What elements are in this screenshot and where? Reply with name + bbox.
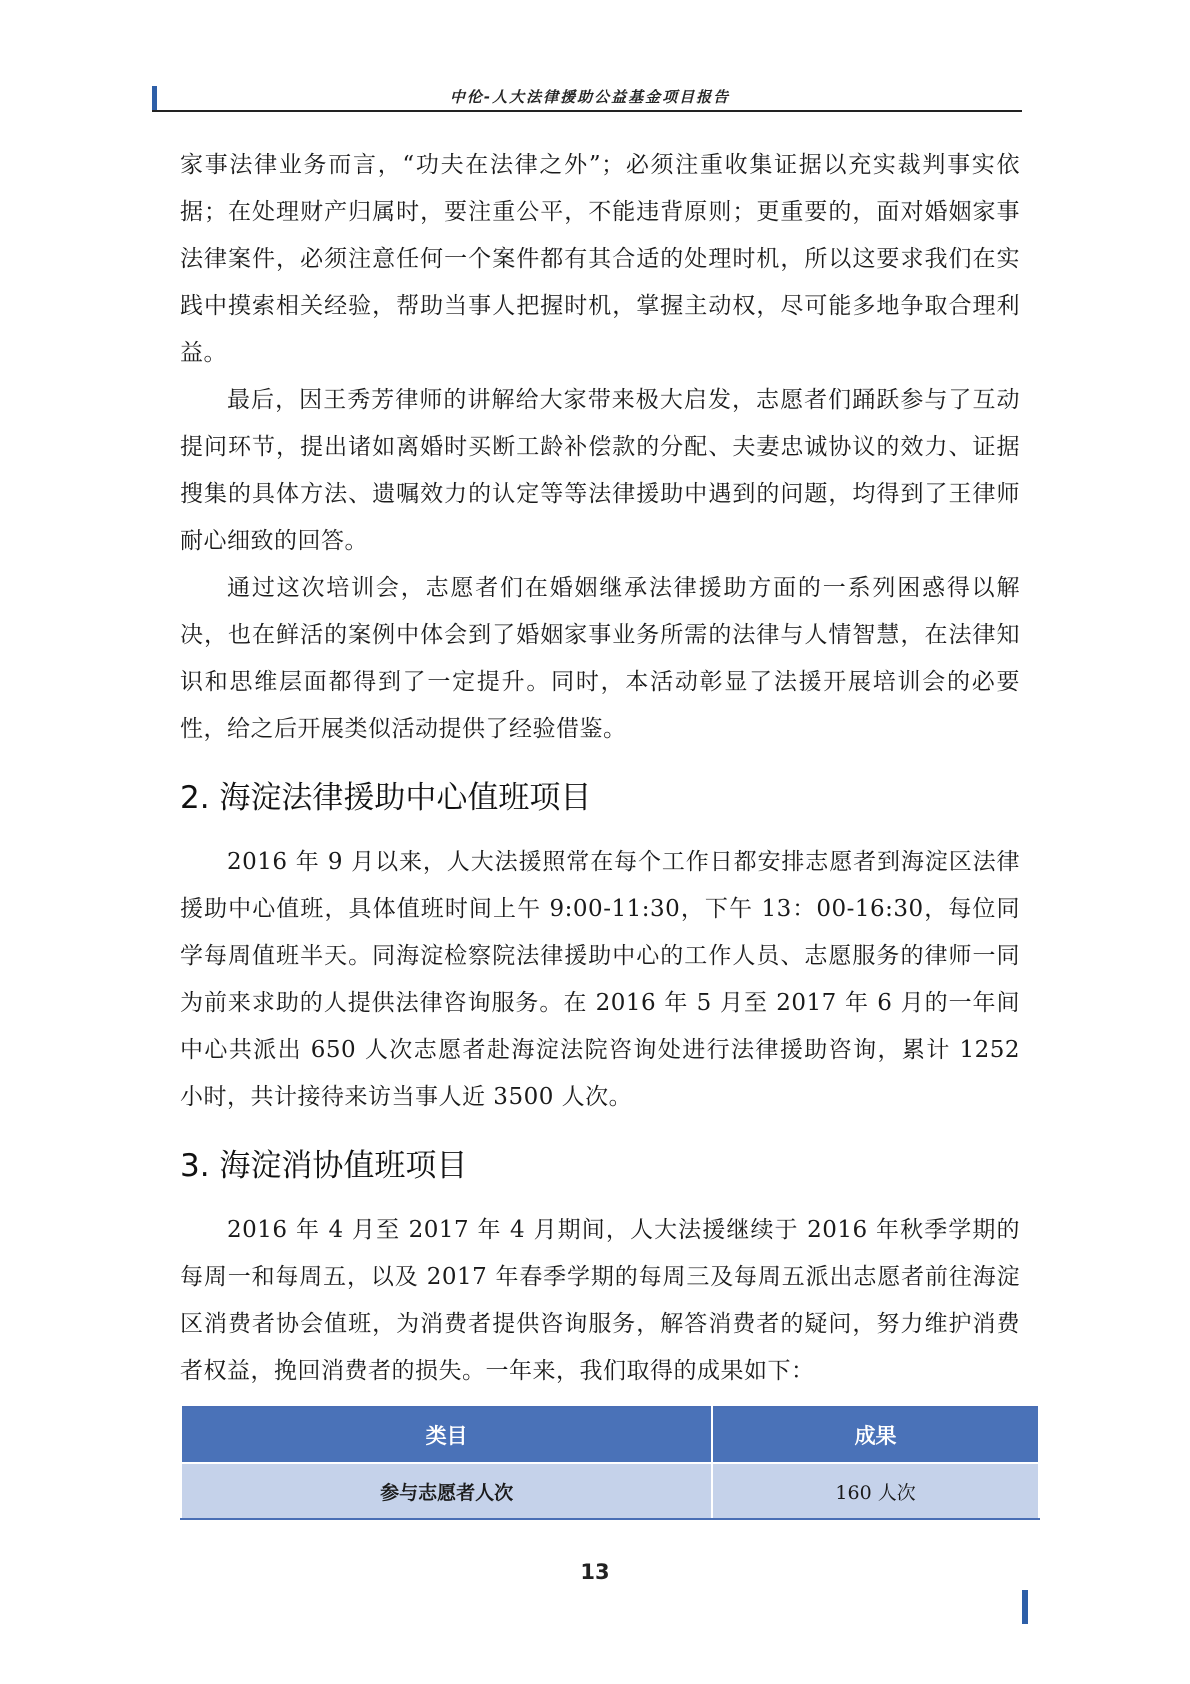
header-accent-bar [152,86,157,110]
paragraph-consumer-association: 2016 年 4 月至 2017 年 4 月期间，人大法援继续于 2016 年秋季学期的每周一和每周五，以及 2017 年春季学期的每周三及每周五派出志愿者前往海淀区消费者协会值班，为消费者提供咨询服务，解答消费者的疑问，努力维护消费者权益，挽回消费者的损失。一年来，我们取得的成果如下： [180,1217,1020,1384]
paragraph-haidian-legal-aid: 2016 年 9 月以来，人大法援照常在每个工作日都安排志愿者到海淀区法律援助中心值班，具体值班时间上午 9:00-11:30，下午 13：00-16:30，每位同学每周值班半天。同海淀检察院法律援助中心的工作人员、志愿服务的律师一同为前来求助的人提供法律咨询服务。在 2016 年 5 月至 2017 年 6 月的一年间中心共派出 650 人次志愿者赴海淀法院咨询处进行法律援助咨询，累计 1252 小时，共计接待来访当事人近 3500 人次。 [180,849,1020,1110]
table-header-row [181,1407,1039,1463]
page-content [180,142,1020,1395]
section-heading-haidian-legal-aid: 2. 海淀法律援助中心值班项目 [180,780,592,816]
page-number: 13 [580,1560,610,1584]
results-table [180,1406,1040,1520]
report-header-title: 中伦-人大法律援助公益基金项目报告 [449,88,731,106]
paragraph-continued: 家事法律业务而言，“功夫在法律之外”；必须注重收集证据以充实裁判事实依据；在处理财产归属时，要注重公平，不能违背原则；更重要的，面对婚姻家事法律案件，必须注意任何一个案件都有其合适的处理时机，所以这要求我们在实践中摸索相关经验，帮助当事人把握时机，掌握主动权，尽可能多地争取合理利益。 [180,152,1020,366]
column-header-result: 成果 [712,1407,1039,1463]
column-header-category: 类目 [181,1407,712,1463]
table-row [181,1463,1039,1519]
table-cell-category: 参与志愿者人次 [181,1463,712,1519]
footer-accent-bar [1022,1590,1028,1624]
section-heading-consumer-association: 3. 海淀消协值班项目 [180,1148,468,1184]
table-cell-result: 160 人次 [712,1463,1039,1519]
paragraph-training-summary: 通过这次培训会，志愿者们在婚姻继承法律援助方面的一系列困惑得以解决，也在鲜活的案例中体会到了婚姻家事业务所需的法律与人情智慧，在法律知识和思维层面都得到了一定提升。同时，本活动彰显了法援开展培训会的必要性，给之后开展类似活动提供了经验借鉴。 [180,575,1020,742]
paragraph-qa-session: 最后，因王秀芳律师的讲解给大家带来极大启发，志愿者们踊跃参与了互动提问环节，提出诸如离婚时买断工龄补偿款的分配、夫妻忠诚协议的效力、证据搜集的具体方法、遗嘱效力的认定等等法律援助中遇到的问题，均得到了王律师耐心细致的回答。 [180,387,1020,554]
header-divider [152,110,1022,112]
